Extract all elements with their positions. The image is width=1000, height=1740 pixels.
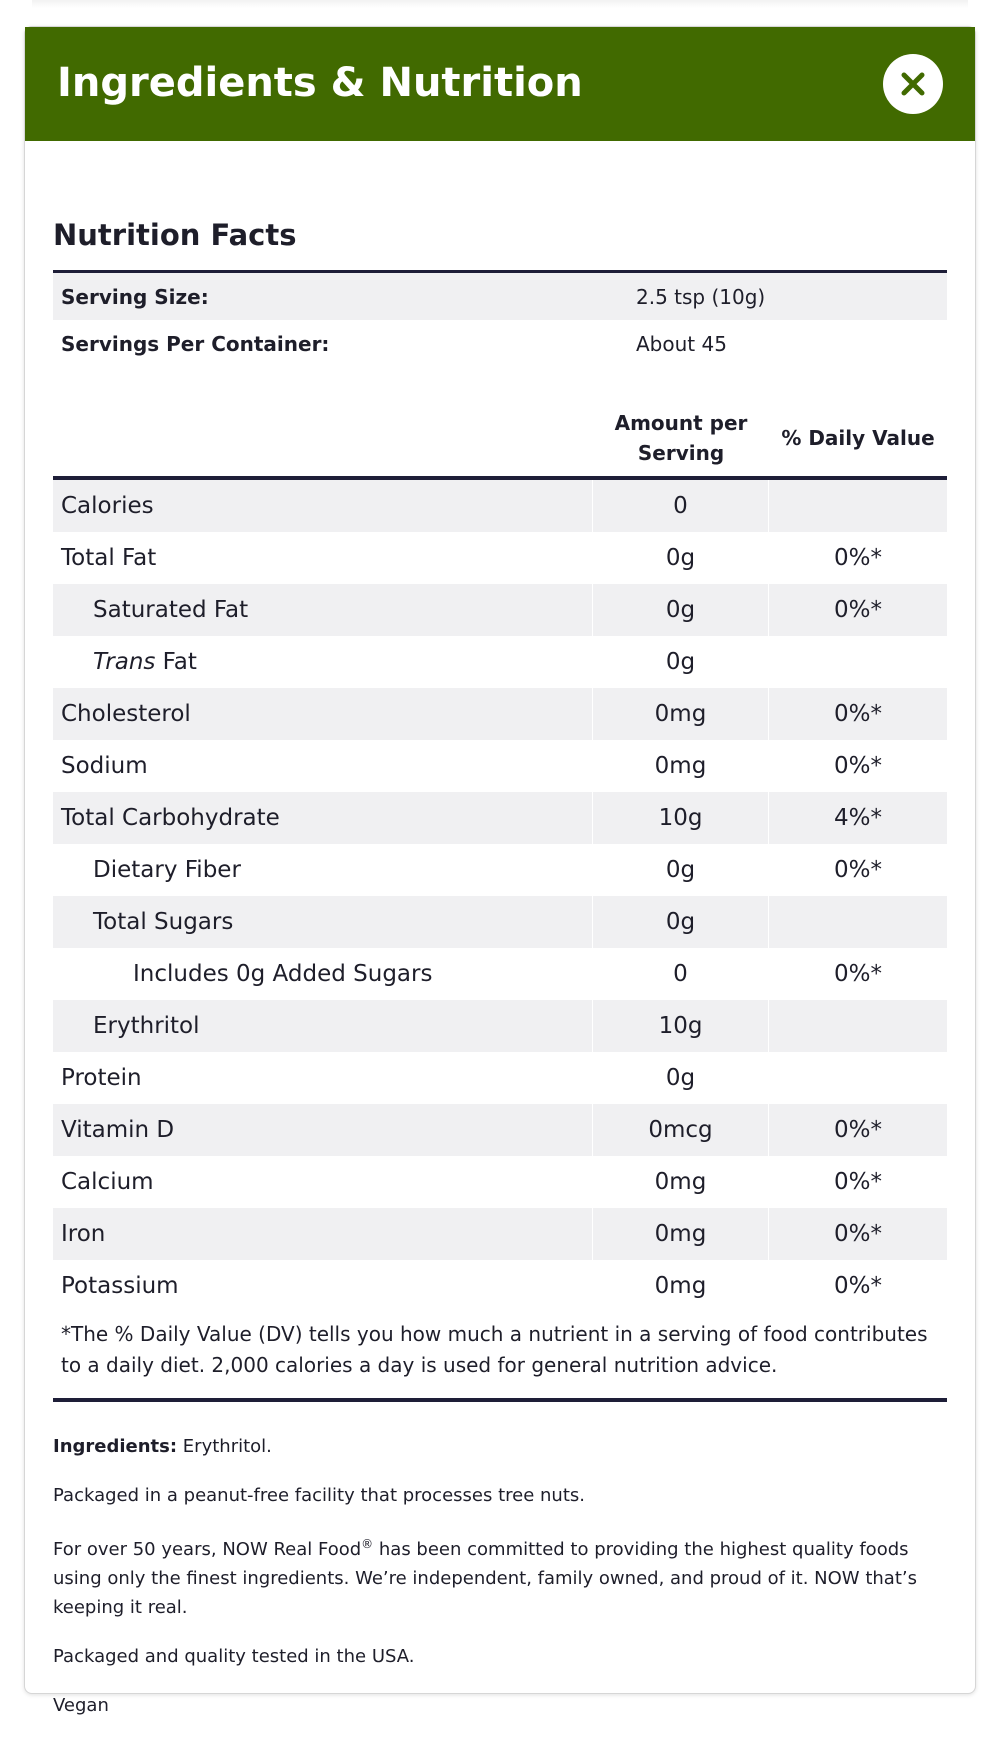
nutrient-name: Calories <box>53 480 593 532</box>
about-text-part1: For over 50 years, NOW Real Food <box>53 1539 362 1560</box>
nutrient-name: Includes 0g Added Sugars <box>53 948 593 1000</box>
tested-note: Packaged and quality tested in the USA. <box>53 1646 415 1667</box>
nutrient-amount: 0mg <box>593 1156 769 1208</box>
nutrient-dv: 0%* <box>834 701 882 727</box>
top-shadow <box>32 0 968 8</box>
nutrient-name: Protein <box>53 1052 593 1104</box>
table-row <box>53 584 947 636</box>
nutrient-name: Erythritol <box>53 1000 593 1052</box>
table-row <box>53 948 947 1000</box>
nutrient-name: Total Sugars <box>53 896 593 948</box>
table-row <box>53 1104 947 1156</box>
table-row <box>53 896 947 948</box>
about-text <box>53 1530 947 1622</box>
nutrition-table <box>53 480 947 1312</box>
nutrition-column-header <box>53 401 947 475</box>
table-row <box>53 740 947 792</box>
serving-size-row <box>53 273 947 320</box>
ingredients-line <box>53 1432 947 1461</box>
nutrient-name: Calcium <box>53 1156 593 1208</box>
nutrient-name: Total Carbohydrate <box>53 792 593 844</box>
serving-size-value: 2.5 tsp (10g) <box>636 284 766 309</box>
nutrient-dv <box>769 480 947 532</box>
nutrient-amount: 0g <box>593 1052 769 1104</box>
nutrient-name: Dietary Fiber <box>53 844 593 896</box>
nutrient-dv: 0%* <box>834 545 882 571</box>
ingredients-value: Erythritol. <box>177 1436 272 1457</box>
ingredients-nutrition-modal <box>24 26 976 1716</box>
registered-mark: ® <box>361 1537 374 1551</box>
close-button[interactable] <box>883 54 943 114</box>
nutrient-dv: 0%* <box>834 1117 882 1143</box>
table-row <box>53 1260 947 1312</box>
amount-column-header <box>593 408 769 468</box>
nutrient-name: Cholesterol <box>53 688 593 740</box>
table-row <box>53 480 947 532</box>
modal-title: Ingredients & Nutrition <box>57 60 583 106</box>
nutrient-dv: 0%* <box>834 597 882 623</box>
nutrient-dv <box>769 1000 947 1052</box>
nutrient-dv <box>769 636 947 688</box>
nutrient-amount: 0mcg <box>593 1104 769 1156</box>
dv-column-header: % Daily Value <box>781 426 935 450</box>
product-info <box>53 1432 947 1740</box>
amount-header-line2: Serving <box>637 441 725 465</box>
table-row <box>53 1000 947 1052</box>
nutrient-dv: 0%* <box>834 753 882 779</box>
nutrition-facts-title: Nutrition Facts <box>53 218 297 252</box>
nutrient-name-italic: Trans <box>93 649 156 675</box>
nutrient-amount: 0 <box>593 480 769 532</box>
nutrient-dv: 0%* <box>834 1221 882 1247</box>
nutrient-amount: 0mg <box>593 1260 769 1312</box>
table-row <box>53 532 947 584</box>
servings-per-container-row <box>53 320 947 367</box>
nutrient-dv <box>769 896 947 948</box>
nutrient-amount: 0g <box>593 532 769 584</box>
servings-per-container-value: About 45 <box>636 331 727 356</box>
table-row <box>53 688 947 740</box>
table-row <box>53 1052 947 1104</box>
table-row <box>53 1208 947 1260</box>
vegan-note: Vegan <box>53 1695 109 1716</box>
nutrient-name: Saturated Fat <box>53 584 593 636</box>
bottom-rule <box>53 1398 947 1402</box>
ingredients-label: Ingredients: <box>53 1436 178 1457</box>
nutrient-amount: 0g <box>593 636 769 688</box>
nutrient-dv: 0%* <box>834 857 882 883</box>
nutrient-amount: 0mg <box>593 740 769 792</box>
nutrient-dv <box>769 1052 947 1104</box>
servings-per-container-label: Servings Per Container: <box>61 331 330 356</box>
nutrient-dv: 0%* <box>834 961 882 987</box>
nutrient-amount: 0g <box>593 844 769 896</box>
nutrient-dv: 0%* <box>834 1273 882 1299</box>
serving-size-label: Serving Size: <box>61 284 209 309</box>
nutrient-dv: 0%* <box>834 1169 882 1195</box>
table-row <box>53 792 947 844</box>
facility-note: Packaged in a peanut-free facility that processes tree nuts. <box>53 1485 585 1506</box>
nutrient-amount: 0mg <box>593 1208 769 1260</box>
nutrient-name-rest: Fat <box>155 649 197 675</box>
table-row <box>53 844 947 896</box>
nutrient-amount: 0g <box>593 896 769 948</box>
nutrient-amount: 10g <box>593 1000 769 1052</box>
close-x-icon <box>900 71 926 97</box>
nutrient-name: Potassium <box>53 1260 593 1312</box>
nutrient-amount: 0mg <box>593 688 769 740</box>
amount-header-line1: Amount per <box>614 411 748 435</box>
modal-header <box>25 27 975 141</box>
table-row <box>53 636 947 688</box>
table-row <box>53 1156 947 1208</box>
nutrient-name: Sodium <box>53 740 593 792</box>
nutrient-name: Iron <box>53 1208 593 1260</box>
about-text-part2: has been committed to providing the highest quality foods using only the finest ingredients. We’re independent, family owned, and proud of it. NOW that’s keeping it real. <box>53 1539 923 1618</box>
nutrient-dv: 4%* <box>834 805 882 831</box>
nutrient-amount: 0 <box>593 948 769 1000</box>
dv-footnote: *The % Daily Value (DV) tells you how much a nutrient in a serving of food contributes to a daily diet. 2,000 calories a day is used for general nutrition advice. <box>61 1322 928 1377</box>
serving-info <box>53 273 947 367</box>
nutrient-name <box>53 636 593 688</box>
nutrient-amount: 10g <box>593 792 769 844</box>
nutrient-name: Total Fat <box>53 532 593 584</box>
nutrient-amount: 0g <box>593 584 769 636</box>
nutrient-name: Vitamin D <box>53 1104 593 1156</box>
